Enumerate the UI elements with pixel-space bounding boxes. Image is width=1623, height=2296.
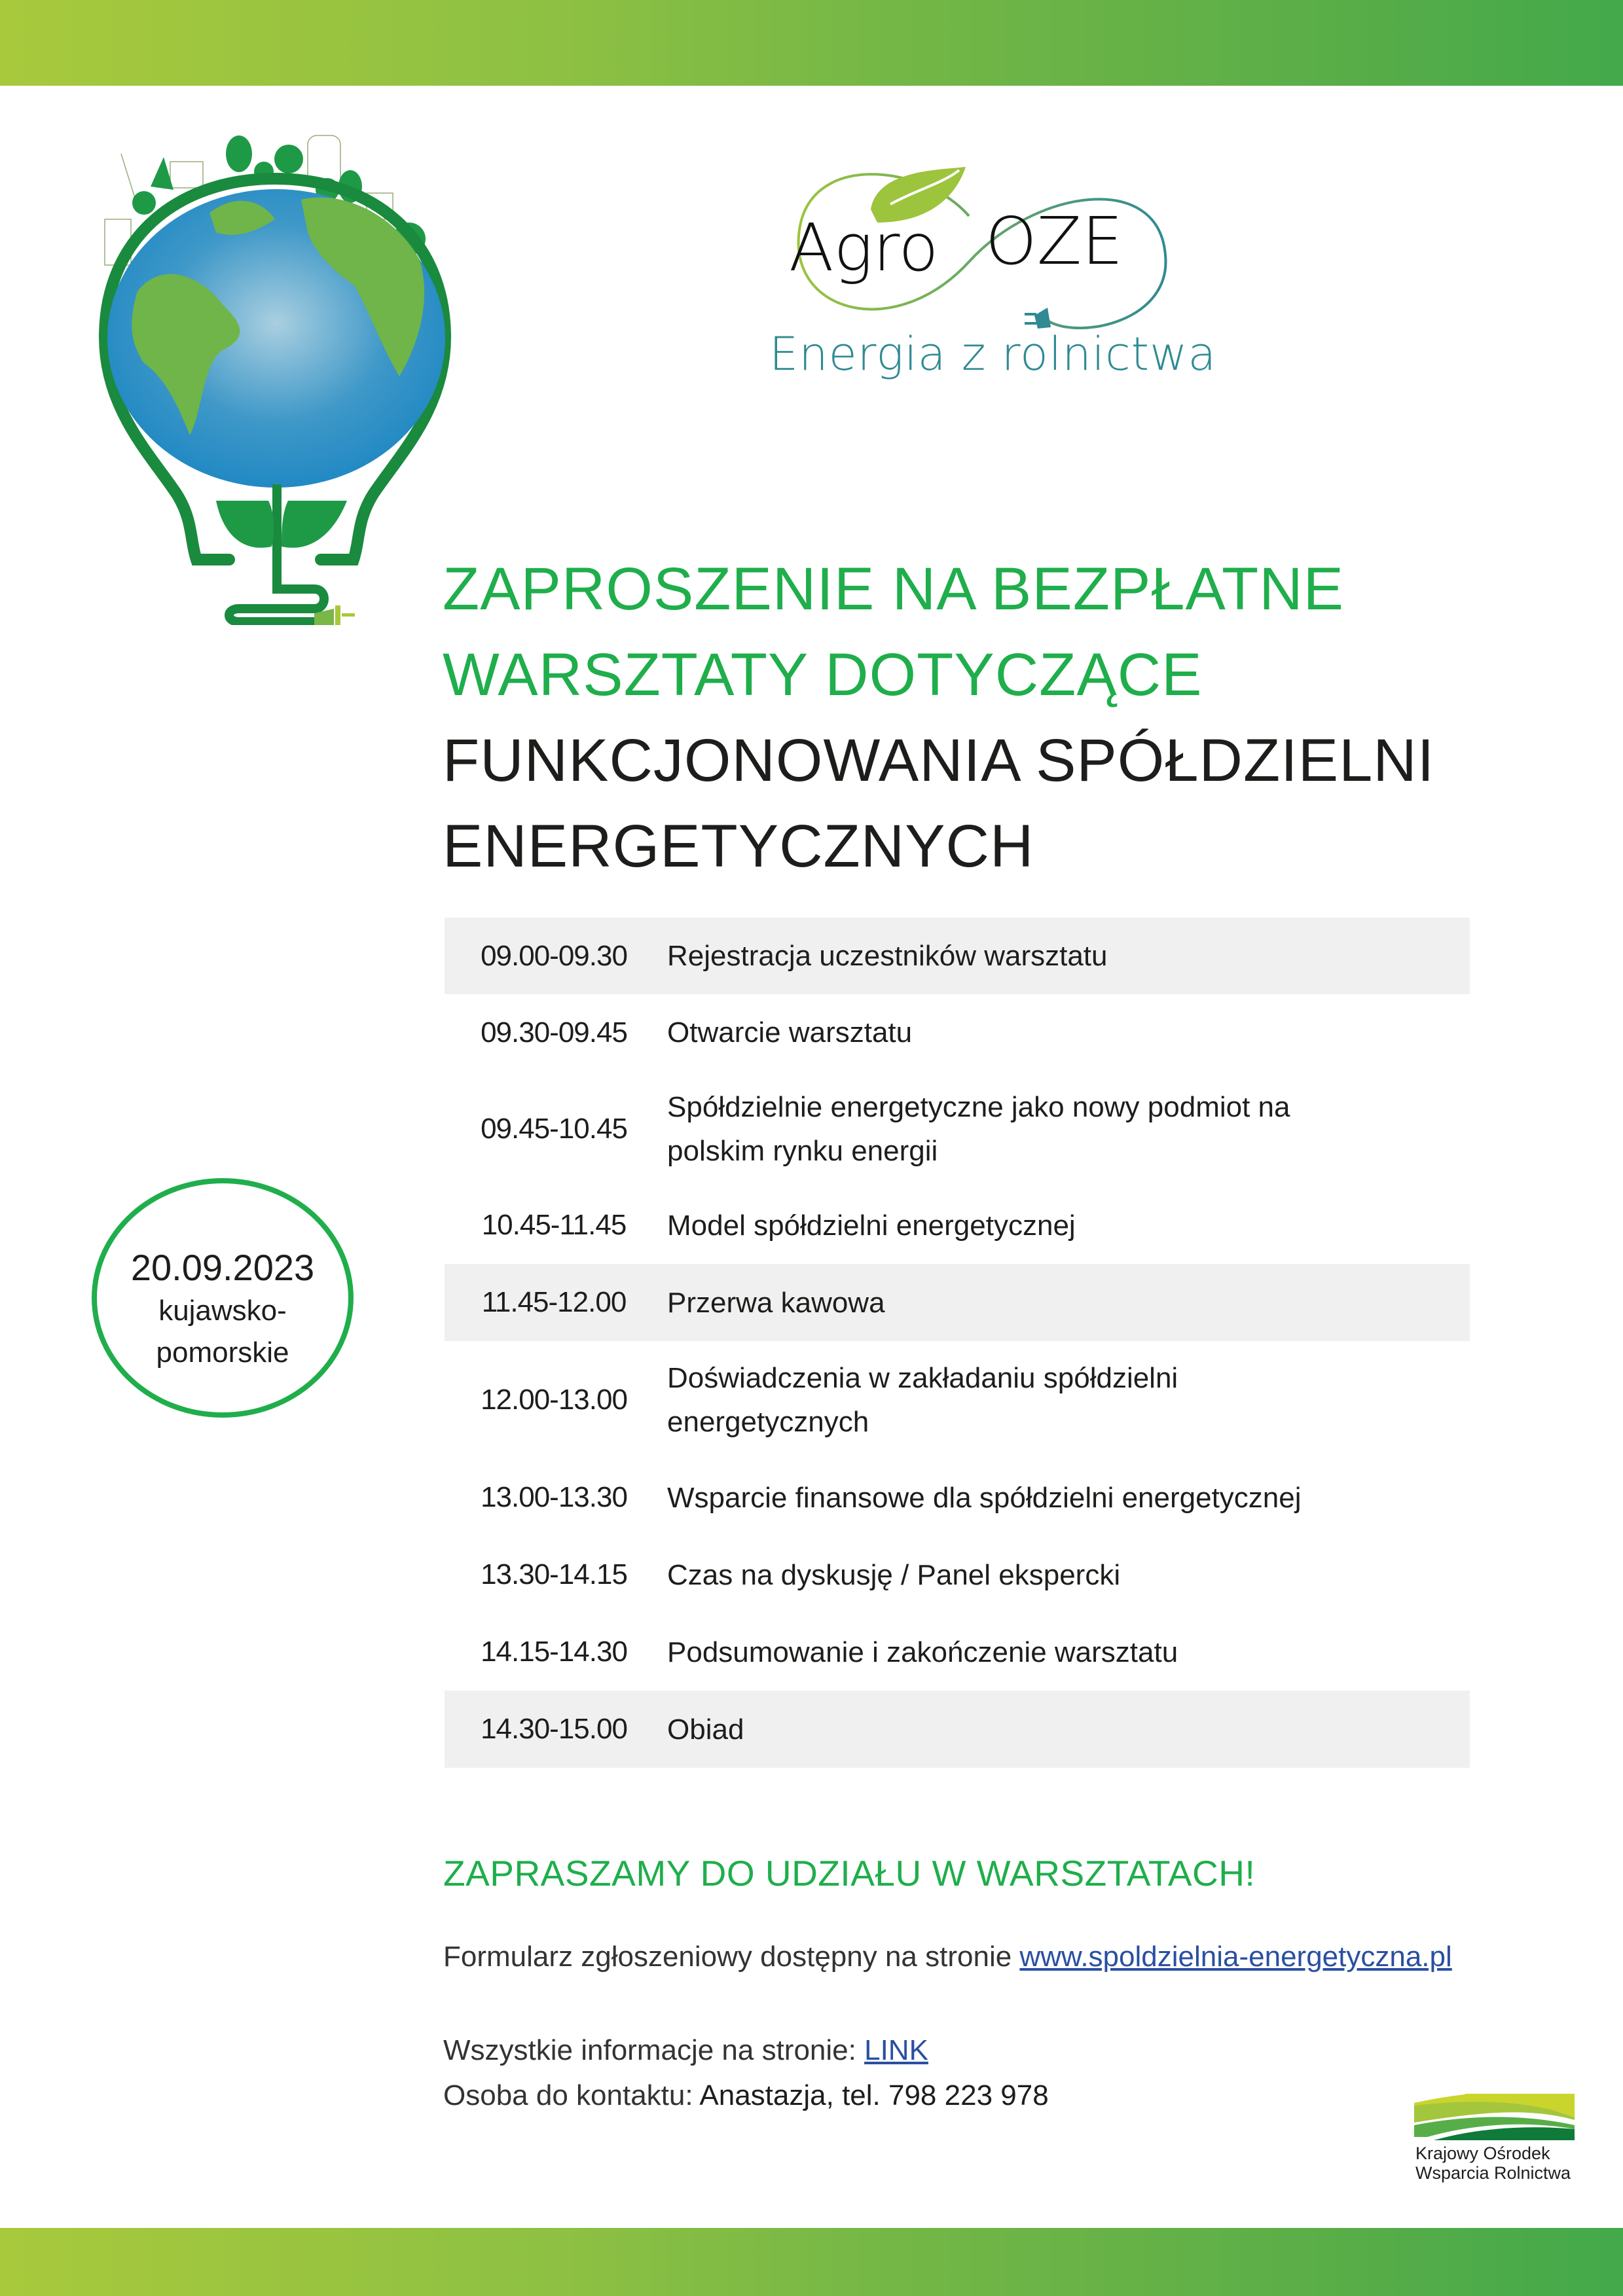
event-date-badge bbox=[92, 1178, 354, 1418]
agenda-time: 09.45-10.45 bbox=[481, 1112, 627, 1145]
agenda-time: 14.30-15.00 bbox=[481, 1713, 627, 1745]
bottom-gradient-band bbox=[0, 2228, 1623, 2296]
kowr-fields-icon bbox=[1414, 2091, 1578, 2140]
kowr-logo bbox=[1414, 2091, 1578, 2189]
agenda-time: 13.00-13.30 bbox=[481, 1481, 627, 1513]
agenda-title: Doświadczenia w zakładaniu spółdzielni energetycznych bbox=[667, 1362, 1178, 1438]
event-date: 20.09.2023 bbox=[130, 1247, 315, 1288]
agenda-row bbox=[445, 918, 1470, 994]
invite-headline: ZAPRASZAMY DO UDZIAŁU W WARSZTATACH! bbox=[443, 1853, 1256, 1893]
agenda-time: 14.15-14.30 bbox=[481, 1636, 627, 1668]
agenda-time: 13.30-14.15 bbox=[481, 1558, 627, 1590]
title-line-2: WARSZTATY DOTYCZĄCE bbox=[443, 641, 1203, 708]
oze-word: OZE bbox=[985, 203, 1123, 279]
agenda-time: 10.45-11.45 bbox=[481, 1209, 627, 1241]
agenda-row bbox=[445, 1691, 1470, 1768]
info-link[interactable]: LINK bbox=[864, 2034, 928, 2066]
title-line-4: ENERGETYCZNYCH bbox=[443, 813, 1034, 880]
agenda-row bbox=[445, 1071, 1470, 1187]
agenda-title: Otwarcie warsztatu bbox=[667, 1016, 913, 1049]
agenda-row bbox=[445, 1341, 1470, 1459]
title-line-1: ZAPROSZENIE NA BEZPŁATNE bbox=[443, 556, 1345, 622]
agenda-row bbox=[445, 1264, 1470, 1341]
agenda-title: Rejestracja uczestników warsztatu bbox=[667, 940, 1108, 972]
info-text: Wszystkie informacje na stronie: bbox=[443, 2034, 865, 2066]
lightbulb-globe-icon bbox=[92, 128, 458, 625]
form-info-text: Formularz zgłoszeniowy dostępny na stronie bbox=[443, 1941, 1020, 1973]
kowr-name-line-1: Krajowy Ośrodek bbox=[1415, 2144, 1550, 2163]
form-info-line bbox=[443, 1941, 1452, 1973]
agro-word: Agro bbox=[789, 209, 939, 286]
agenda-row bbox=[445, 994, 1470, 1071]
agenda-title: Podsumowanie i zakończenie warsztatu bbox=[667, 1636, 1178, 1668]
event-region-line-2: pomorskie bbox=[156, 1336, 289, 1369]
page-title bbox=[443, 547, 1434, 889]
agenda-time: 11.45-12.00 bbox=[481, 1286, 627, 1318]
agenda-row bbox=[445, 1536, 1470, 1613]
event-region-line-1: kujawsko- bbox=[158, 1295, 287, 1327]
agenda-time: 09.00-09.30 bbox=[481, 939, 627, 972]
agenda-title: Przerwa kawowa bbox=[667, 1286, 885, 1319]
agenda-table bbox=[445, 918, 1470, 1768]
agenda-title: Wsparcie finansowe dla spółdzielni energetycznej bbox=[667, 1481, 1302, 1514]
top-gradient-band bbox=[0, 0, 1623, 86]
agenda-time: 12.00-13.00 bbox=[481, 1384, 627, 1416]
agenda-title: Model spółdzielni energetycznej bbox=[667, 1209, 1076, 1242]
agro-oze-tagline: Energia z rolnictwa bbox=[769, 327, 1217, 381]
agenda-title: Spółdzielnie energetyczne jako nowy podmiot na polskim rynku energii bbox=[667, 1090, 1290, 1167]
agenda-row bbox=[445, 1187, 1470, 1264]
agenda-row bbox=[445, 1613, 1470, 1691]
form-link[interactable]: www.spoldzielnia-energetyczna.pl bbox=[1019, 1941, 1452, 1973]
agenda-row bbox=[445, 1459, 1470, 1536]
agenda-time: 09.30-09.45 bbox=[481, 1016, 627, 1049]
agenda-title: Obiad bbox=[667, 1713, 744, 1746]
agenda-title: Czas na dyskusję / Panel ekspercki bbox=[667, 1558, 1121, 1591]
info-line bbox=[443, 2034, 928, 2067]
contact-label: Osoba do kontaktu: bbox=[443, 2079, 700, 2111]
kowr-name-line-2: Wsparcia Rolnictwa bbox=[1415, 2163, 1571, 2183]
contact-value: Anastazja, tel. 798 223 978 bbox=[699, 2079, 1049, 2111]
title-line-3: FUNKCJONOWANIA SPÓŁDZIELNI bbox=[443, 727, 1435, 794]
contact-line bbox=[443, 2079, 1049, 2112]
